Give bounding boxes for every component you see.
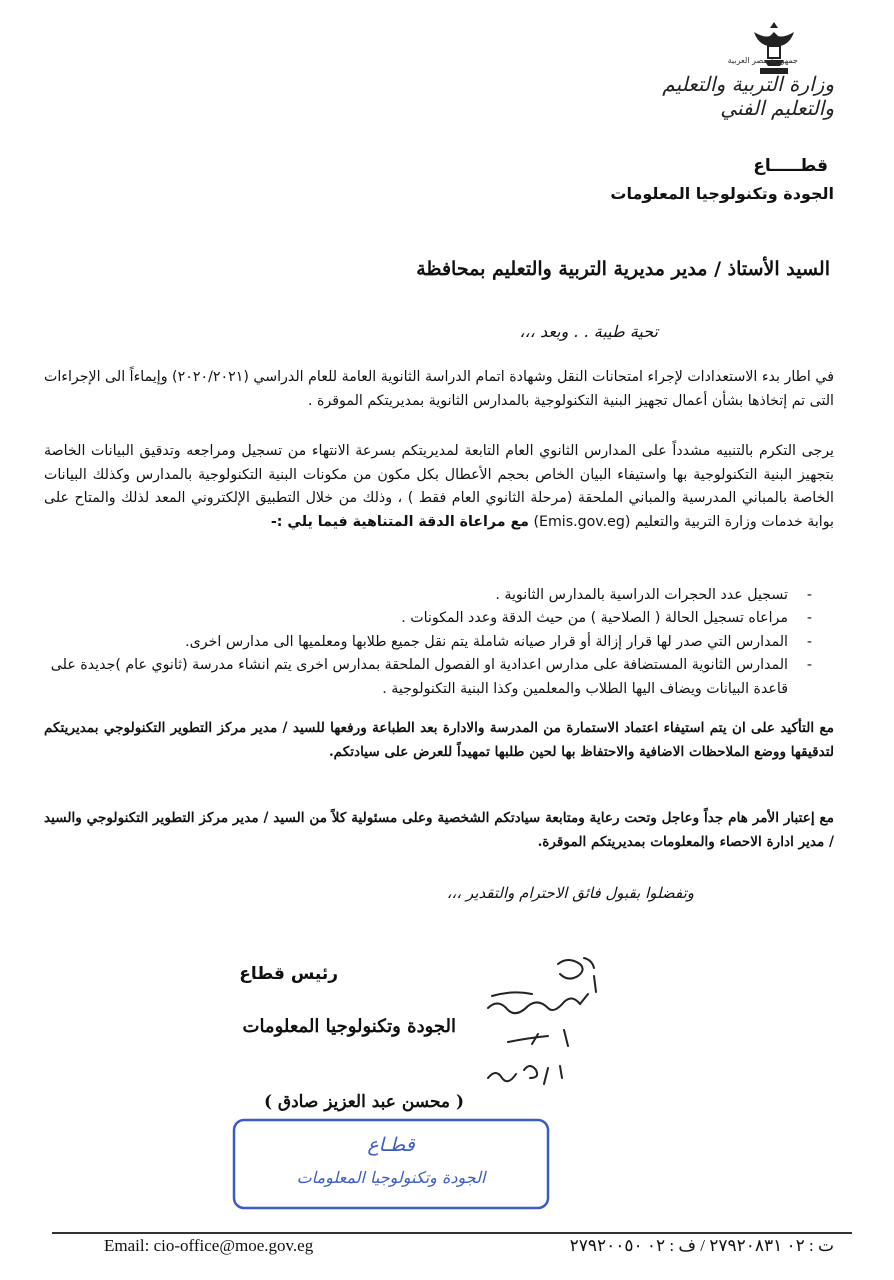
paragraph-intro: في اطار بدء الاستعدادات لإجراء امتحانات النقل وشهادة اتمام الدراسة الثانوية العامة للعام الدراسي (٢٠٢٠/٢٠٢١) وإيماءاً الى الإجراءات التى تم إتخاذها بشأن أعمال تجهيز البنية التكنولوجية بالمدارس الثانوية بمديريتكم الموقرة . [44, 369, 834, 409]
stamp-text-name: الجودة وتكنولوجيا المعلومات [296, 1168, 486, 1187]
paragraph-request [44, 440, 834, 534]
sector-name: الجودة وتكنولوجيا المعلومات [610, 184, 834, 203]
paragraph-importance: مع إعتبار الأمر هام جداً وعاجل وتحت رعاية ومتابعة سيادتكم الشخصية وعلى مسئولية كلاً من السيد / مدير مركز التطوير التكنولوجي والسيد / مدير ادارة الاحصاء والمعلومات بمديريتكم الموقرة. [44, 810, 834, 850]
list-item: - مراعاه تسجيل الحالة ( الصلاحية ) من حيث الدقة وعدد المكونات . [44, 607, 834, 630]
addressee: السيد الأستاذ / مدير مديرية التربية والتعليم بمحافظة [416, 258, 830, 280]
paragraph-request-emphasis: مع مراعاة الدقة المتناهية فيما يلي :- [270, 513, 529, 530]
handwritten-signature [468, 950, 668, 1100]
stamp-text-sector: قطـاع [367, 1134, 415, 1156]
paragraph-request-text: يرجى التكرم بالتنبيه مشدداً على المدارس الثانوي العام التابعة لمديريتكم بسرعة الانتهاء من تسجيل ومراجعه وتدقيق البيانات الخاصة بتجهيز البنية التكنولوجية بها واستيفاء البيان الخاص بحجم الأعطال بكل مكون من مكونات البنية التكنولوجية بالمدارس وكذلك البيانات الخاصة بالمباني المدرسية والمباني الملحقة (مرحلة الثانوي العام فقط ) ، وذلك من خلال التطبيق الإلكتروني المعد لذلك والمتاح على بوابة خدمات وزارة التربية والتعليم (Emis.gov.eg) [44, 443, 834, 530]
requirements-list [44, 584, 834, 701]
sector-label: قطـــــاع [753, 156, 828, 176]
signature-name: ( محسن عبد العزيز صادق ) [263, 1092, 464, 1112]
list-item: - المدارس الثانوية المستضافة على مدارس اعدادية او الفصول الملحقة بمدارس اخرى يتم انشاء مدرسة (ثانوي عام )جديدة على قاعدة البيانات ويضاف اليها الطلاب والمعلمين وكذا البنية التكنولوجية . [44, 654, 834, 701]
eagle-emblem-icon [746, 18, 802, 80]
footer-phones: ت : ٠٢ ٢٧٩٢٠٨٣١ / ف : ٠٢ ٢٧٩٢٠٠٥٠ [569, 1236, 834, 1255]
list-item: - المدارس التي صدر لها قرار إزالة أو قرار صيانه شاملة يتم نقل جميع طلابها ومعلميها الى مدارس اخرى. [44, 631, 834, 654]
greeting: تحية طيبة . . وبعد ،،، [519, 322, 658, 341]
list-item: - تسجيل عدد الحجرات الدراسية بالمدارس الثانوية . [44, 584, 834, 607]
signature-sector: الجودة وتكنولوجيا المعلومات [242, 1016, 456, 1037]
signature-title: رئيس قطاع [239, 964, 338, 984]
footer-divider [52, 1232, 852, 1234]
official-stamp [232, 1118, 550, 1210]
footer-email: Email: cio-office@moe.gov.eg [104, 1236, 314, 1255]
ministry-name: وزارة التربية والتعليم والتعليم الفني [662, 72, 834, 120]
country-label: جمهورية مصر العربية [727, 56, 798, 65]
closing-line: وتفضلوا بقبول فائق الاحترام والتقدير ،،، [446, 884, 694, 902]
paragraph-confirmation: مع التأكيد على ان يتم استيفاء اعتماد الاستمارة من المدرسة والادارة بعد الطباعة ورفعها للسيد / مدير مركز التطوير التكنولوجي بمديريتكم لتدقيقها ووضع الملاحظات الاضافية والاحتفاظ بها لحين طلبها تمهيداً للعرض على سيادتكم. [44, 720, 834, 760]
